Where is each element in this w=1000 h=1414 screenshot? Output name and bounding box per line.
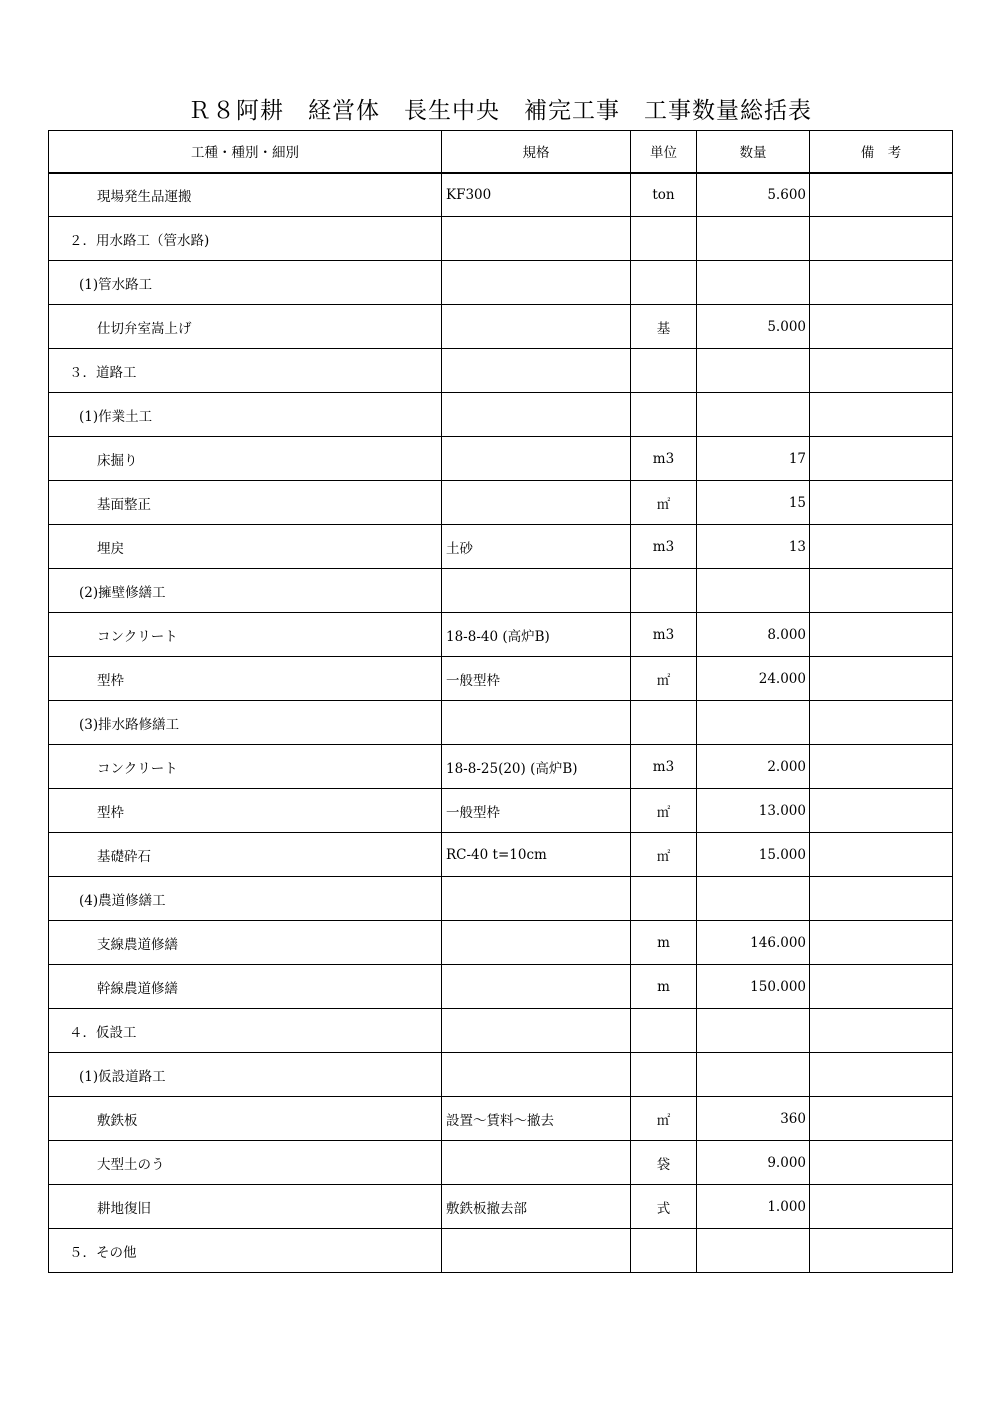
table-row <box>49 657 953 701</box>
cell-name: 耕地復旧 <box>49 1185 442 1229</box>
cell-qty <box>697 393 810 437</box>
cell-unit <box>631 217 697 261</box>
cell-qty <box>697 569 810 613</box>
cell-spec: 設置～賃料～撤去 <box>442 1097 631 1141</box>
cell-spec <box>442 701 631 745</box>
cell-qty <box>697 261 810 305</box>
cell-unit: ㎡ <box>631 789 697 833</box>
table-row <box>49 1053 953 1097</box>
table-row <box>49 305 953 349</box>
cell-unit <box>631 349 697 393</box>
cell-name: 埋戻 <box>49 525 442 569</box>
cell-note <box>810 613 953 657</box>
cell-spec: 敷鉄板撤去部 <box>442 1185 631 1229</box>
cell-qty: 5.600 <box>697 173 810 217</box>
cell-note <box>810 1185 953 1229</box>
cell-qty <box>697 1009 810 1053</box>
table-body <box>49 173 953 1273</box>
cell-unit <box>631 261 697 305</box>
cell-unit: m <box>631 965 697 1009</box>
cell-note <box>810 437 953 481</box>
table-row <box>49 701 953 745</box>
cell-unit: m3 <box>631 437 697 481</box>
cell-qty <box>697 877 810 921</box>
cell-spec: 18-8-25(20) (高炉B) <box>442 745 631 789</box>
cell-spec <box>442 437 631 481</box>
cell-note <box>810 833 953 877</box>
cell-qty <box>697 217 810 261</box>
table-row <box>49 789 953 833</box>
cell-unit: ㎡ <box>631 657 697 701</box>
table-row <box>49 921 953 965</box>
cell-name: ４．仮設工 <box>49 1009 442 1053</box>
cell-unit: 袋 <box>631 1141 697 1185</box>
table-row <box>49 173 953 217</box>
cell-unit <box>631 1229 697 1273</box>
cell-unit: ㎡ <box>631 1097 697 1141</box>
table-row <box>49 393 953 437</box>
table-row <box>49 1141 953 1185</box>
cell-note <box>810 1053 953 1097</box>
cell-note <box>810 525 953 569</box>
cell-note <box>810 305 953 349</box>
cell-spec <box>442 877 631 921</box>
table-row <box>49 569 953 613</box>
cell-name: 床掘り <box>49 437 442 481</box>
cell-spec <box>442 349 631 393</box>
document-title: Ｒ８阿耕 経営体 長生中央 補完工事 工事数量総括表 <box>188 98 812 124</box>
cell-unit: m3 <box>631 745 697 789</box>
table-row <box>49 217 953 261</box>
cell-name: ３．道路工 <box>49 349 442 393</box>
cell-note <box>810 1141 953 1185</box>
cell-qty: 146.000 <box>697 921 810 965</box>
table-row <box>49 1097 953 1141</box>
cell-qty <box>697 349 810 393</box>
cell-name: (1)作業土工 <box>49 393 442 437</box>
cell-spec: 一般型枠 <box>442 789 631 833</box>
cell-name: コンクリート <box>49 745 442 789</box>
cell-note <box>810 261 953 305</box>
cell-qty: 150.000 <box>697 965 810 1009</box>
cell-spec <box>442 217 631 261</box>
cell-spec <box>442 1229 631 1273</box>
header-unit: 単位 <box>631 131 697 173</box>
cell-spec <box>442 261 631 305</box>
cell-spec: 一般型枠 <box>442 657 631 701</box>
header-note: 備 考 <box>810 131 953 173</box>
cell-qty: 8.000 <box>697 613 810 657</box>
cell-name: ２．用水路工（管水路) <box>49 217 442 261</box>
cell-unit <box>631 569 697 613</box>
cell-name: (2)擁壁修繕工 <box>49 569 442 613</box>
table-row <box>49 525 953 569</box>
table-row <box>49 613 953 657</box>
cell-unit <box>631 1009 697 1053</box>
cell-qty: 5.000 <box>697 305 810 349</box>
cell-note <box>810 569 953 613</box>
cell-spec <box>442 305 631 349</box>
cell-name: コンクリート <box>49 613 442 657</box>
cell-qty: 360 <box>697 1097 810 1141</box>
cell-name: 現場発生品運搬 <box>49 173 442 217</box>
cell-spec: KF300 <box>442 173 631 217</box>
cell-note <box>810 1009 953 1053</box>
cell-unit <box>631 877 697 921</box>
cell-spec <box>442 569 631 613</box>
cell-name: (1)管水路工 <box>49 261 442 305</box>
cell-name: 基礎砕石 <box>49 833 442 877</box>
cell-note <box>810 1097 953 1141</box>
header-name: 工種・種別・細別 <box>49 131 442 173</box>
cell-spec: 18-8-40 (高炉B) <box>442 613 631 657</box>
cell-qty <box>697 1053 810 1097</box>
cell-qty: 13.000 <box>697 789 810 833</box>
cell-spec: RC-40 t=10cm <box>442 833 631 877</box>
cell-spec: 土砂 <box>442 525 631 569</box>
cell-note <box>810 349 953 393</box>
cell-qty: 2.000 <box>697 745 810 789</box>
cell-note <box>810 789 953 833</box>
cell-qty: 1.000 <box>697 1185 810 1229</box>
cell-qty: 24.000 <box>697 657 810 701</box>
cell-unit: ㎡ <box>631 481 697 525</box>
table-row <box>49 261 953 305</box>
quantity-summary-table <box>48 130 953 1273</box>
cell-name: (1)仮設道路工 <box>49 1053 442 1097</box>
cell-spec <box>442 965 631 1009</box>
cell-name: 型枠 <box>49 789 442 833</box>
cell-qty <box>697 1229 810 1273</box>
cell-unit: ㎡ <box>631 833 697 877</box>
header-spec: 規格 <box>442 131 631 173</box>
table-row <box>49 437 953 481</box>
cell-note <box>810 217 953 261</box>
table-row <box>49 745 953 789</box>
cell-qty: 13 <box>697 525 810 569</box>
cell-name: (3)排水路修繕工 <box>49 701 442 745</box>
cell-note <box>810 921 953 965</box>
cell-qty: 15 <box>697 481 810 525</box>
cell-name: 型枠 <box>49 657 442 701</box>
cell-unit: m3 <box>631 525 697 569</box>
cell-qty: 15.000 <box>697 833 810 877</box>
cell-note <box>810 745 953 789</box>
cell-unit <box>631 1053 697 1097</box>
cell-unit: 基 <box>631 305 697 349</box>
cell-name: 支線農道修繕 <box>49 921 442 965</box>
cell-qty <box>697 701 810 745</box>
cell-qty: 17 <box>697 437 810 481</box>
cell-name: 仕切弁室嵩上げ <box>49 305 442 349</box>
cell-spec <box>442 481 631 525</box>
cell-spec <box>442 393 631 437</box>
table-row <box>49 349 953 393</box>
cell-unit: m <box>631 921 697 965</box>
header-row <box>49 131 953 173</box>
table-row <box>49 1009 953 1053</box>
cell-unit <box>631 701 697 745</box>
cell-name: 大型土のう <box>49 1141 442 1185</box>
cell-spec <box>442 921 631 965</box>
table-row <box>49 1229 953 1273</box>
cell-unit: m3 <box>631 613 697 657</box>
cell-note <box>810 393 953 437</box>
cell-spec <box>442 1009 631 1053</box>
cell-spec <box>442 1053 631 1097</box>
cell-unit <box>631 393 697 437</box>
cell-note <box>810 657 953 701</box>
table-row <box>49 965 953 1009</box>
cell-spec <box>442 1141 631 1185</box>
cell-unit: 式 <box>631 1185 697 1229</box>
header-qty: 数量 <box>697 131 810 173</box>
table-row <box>49 877 953 921</box>
table-row <box>49 1185 953 1229</box>
table-row <box>49 481 953 525</box>
cell-unit: ton <box>631 173 697 217</box>
cell-note <box>810 877 953 921</box>
table-row <box>49 833 953 877</box>
cell-name: 幹線農道修繕 <box>49 965 442 1009</box>
cell-name: (4)農道修繕工 <box>49 877 442 921</box>
cell-name: 敷鉄板 <box>49 1097 442 1141</box>
cell-note <box>810 173 953 217</box>
cell-qty: 9.000 <box>697 1141 810 1185</box>
cell-note <box>810 1229 953 1273</box>
cell-note <box>810 481 953 525</box>
cell-name: ５．その他 <box>49 1229 442 1273</box>
cell-note <box>810 965 953 1009</box>
cell-name: 基面整正 <box>49 481 442 525</box>
cell-note <box>810 701 953 745</box>
